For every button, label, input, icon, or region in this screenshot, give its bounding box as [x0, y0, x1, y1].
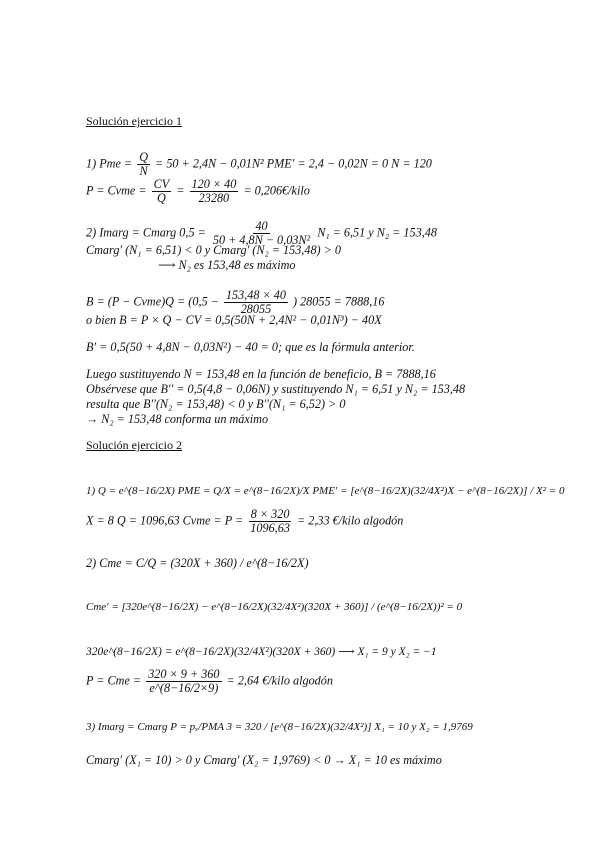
ej1-line-2: P = Cvme = $\frac{CV}{Q}$ = $\frac{120 \times 40}{23280}$ = 0,206€/kilo — [86, 177, 310, 205]
fraction: $\frac{40}{\text{50 + 4,8N − 0,03N²}}$ — [212, 219, 311, 247]
ej1-line-7: o bien B = P × Q − CV = 0,5(50N + 2,4N² − 0,01N³) − 40X — [86, 313, 382, 327]
heading-ejercicio-1: Solución ejercicio 1 — [86, 114, 182, 128]
ej1-line-10: Obsérvese que B′′ = 0,5(4,8 − 0,06N) y sustituyendo N₁ = 6,51 y N₂ = 153,48 — [86, 382, 466, 396]
fraction: $\frac{CV}{Q}$ — [153, 177, 170, 205]
ej2-line-1: 1) Q = e^(8−16/2X) PME = Q/X = e^(8−16/2X)/X PME′ = [e^(8−16/2X)(32/4X²)X − e^(8−16/2X)] / X² = 0 — [86, 485, 565, 497]
ej1-line-9: Luego sustituyendo N = 153,48 en la función de beneficio, B = 7888,16 — [86, 367, 436, 381]
ej2-line-3: 2) Cme = C/Q = (320X + 360) / e^(8−16/2X) — [86, 556, 309, 570]
ej2-line-4: Cme′ = [320e^(8−16/2X) − e^(8−16/2X)(32/4X²)(320X + 360)] / (e^(8−16/2X))² = 0 — [86, 601, 463, 613]
fraction: $\frac{8 \times 320}{1096,63}$ — [250, 507, 290, 535]
fraction: $\frac{320 \times 9 + 360}{e\^{}(8-16/2\times 9)}$ — [148, 667, 220, 695]
fraction: $\frac{Q}{N}$ — [139, 150, 148, 178]
ej1-line-11: resulta que B′′(N₂ = 153,48) < 0 y B′′(N₁ = 6,52) > 0 — [86, 397, 346, 411]
ej2-line-8: Cmarg′ (X₁ = 10) > 0 y Cmarg′ (X₂ = 1,9769) < 0 → X₁ = 10 es máximo — [86, 753, 442, 767]
fraction: $\frac{120 \times 40}{23280}$ — [191, 177, 237, 205]
ej1-line-6: B = (P − Cvme)Q = (0,5 − $\frac{153,48 \times 40}{28055}$ ) 28055 = 7888,16 — [86, 288, 385, 316]
ej2-line-5: 320e^(8−16/2X) = e^(8−16/2X)(32/4X²)(320X + 360) ⟶ X₁ = 9 y X₂ = −1 — [86, 646, 437, 658]
ej2-line-7: 3) Imarg = Cmarg P = pₓ/PMA 3 = 320 / [e^(8−16/2X)(32/4X²)] X₁ = 10 y X₂ = 1,9769 — [86, 721, 473, 733]
fraction: $\frac{153,48 \times 40}{28055}$ — [225, 288, 286, 316]
ej1-line-3: 2) Imarg = Cmarg 0,5 = $\frac{40}{\text{50 + 4,8N − 0,03N²}}$ N₁ = 6,51 y N₂ = 153,48 — [86, 219, 437, 247]
ej1-line-12: → N₂ = 153,48 conforma un máximo — [86, 412, 269, 426]
ej1-line-1: 1) Pme = $\frac{Q}{N}$ = 50 + 2,4N − 0,01N² PME′ = 2,4 − 0,02N = 0 N = 120 — [86, 150, 432, 178]
ej1-line-5: ⟶ N₂ es 153,48 es máximo — [158, 258, 296, 272]
ej1-line-4: Cmarg′ (N₁ = 6,51) < 0 y Cmarg′ (N₂ = 153,48) > 0 — [86, 243, 342, 257]
ej2-line-2: X = 8 Q = 1096,63 Cvme = P = $\frac{8 \times 320}{1096,63}$ = 2,33 €/kilo algodón — [86, 507, 404, 535]
heading-ejercicio-2: Solución ejercicio 2 — [86, 438, 182, 452]
ej1-line-8: B′ = 0,5(50 + 4,8N − 0,03N²) − 40 = 0; que es la fórmula anterior. — [86, 340, 415, 354]
ej2-line-6: P = Cme = $\frac{320 \times 9 + 360}{e\^{}(8-16/2\times 9)}$ = 2,64 €/kilo algodón — [86, 667, 333, 695]
